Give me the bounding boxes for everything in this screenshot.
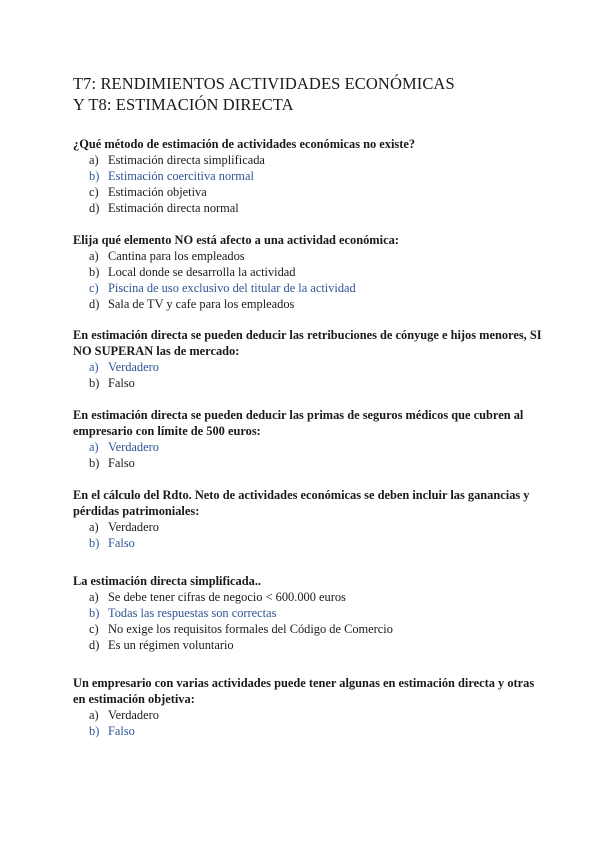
- option-b-correct: b) Falso: [89, 536, 135, 550]
- question-text: En estimación directa se pueden deducir las primas de seguros médicos que cubren al empresario con límite de 500 euros:: [73, 408, 524, 438]
- option-d: d) Sala de TV y cafe para los empleados: [89, 297, 295, 311]
- question-6: [73, 573, 543, 653]
- options-list: [73, 248, 543, 312]
- option-c-correct: c) Piscina de uso exclusivo del titular de la actividad: [89, 281, 356, 295]
- options-list: [73, 439, 543, 471]
- question-3: [73, 327, 543, 391]
- question-7: [73, 675, 543, 739]
- option-b: b) Falso: [89, 376, 135, 390]
- title-line-1: T7: RENDIMIENTOS ACTIVIDADES ECONÓMICAS: [73, 74, 455, 93]
- question-5: [73, 487, 543, 551]
- option-b: b) Local donde se desarrolla la actividad: [89, 265, 296, 279]
- option-d: d) Es un régimen voluntario: [89, 638, 234, 652]
- question-text: La estimación directa simplificada..: [73, 574, 262, 588]
- option-a: a) Se debe tener cifras de negocio < 600.000 euros: [89, 590, 346, 604]
- question-text: En el cálculo del Rdto. Neto de actividades económicas se deben incluir las ganancias y pérdidas patrimoniales:: [73, 488, 530, 518]
- options-list: [73, 589, 543, 653]
- page-title: [73, 73, 455, 115]
- title-line-2: Y T8: ESTIMACIÓN DIRECTA: [73, 95, 294, 114]
- option-a: a) Cantina para los empleados: [89, 249, 245, 263]
- option-b-correct: b) Falso: [89, 724, 135, 738]
- question-2: [73, 232, 543, 312]
- option-a: a) Estimación directa simplificada: [89, 153, 265, 167]
- option-a: a) Verdadero: [89, 520, 159, 534]
- options-list: [73, 152, 543, 216]
- option-b: b) Falso: [89, 456, 135, 470]
- question-4: [73, 407, 543, 471]
- option-c: c) No exige los requisitos formales del Código de Comercio: [89, 622, 393, 636]
- question-1: [73, 136, 543, 216]
- question-text: Un empresario con varias actividades puede tener algunas en estimación directa y otras en estimación objetiva:: [73, 676, 535, 706]
- options-list: [73, 707, 543, 739]
- option-b-correct: b) Todas las respuestas son correctas: [89, 606, 277, 620]
- option-a-correct: a) Verdadero: [89, 360, 159, 374]
- question-text: ¿Qué método de estimación de actividades económicas no existe?: [73, 137, 416, 151]
- options-list: [73, 519, 543, 551]
- options-list: [73, 359, 543, 391]
- option-b-correct: b) Estimación coercitiva normal: [89, 169, 254, 183]
- option-c: c) Estimación objetiva: [89, 185, 207, 199]
- question-text: En estimación directa se pueden deducir las retribuciones de cónyuge e hijos menores, SI NO SUPERAN las de mercado:: [73, 328, 542, 358]
- option-a-correct: a) Verdadero: [89, 440, 159, 454]
- option-d: d) Estimación directa normal: [89, 201, 239, 215]
- question-text: Elija qué elemento NO está afecto a una actividad económica:: [73, 233, 399, 247]
- option-a: a) Verdadero: [89, 708, 159, 722]
